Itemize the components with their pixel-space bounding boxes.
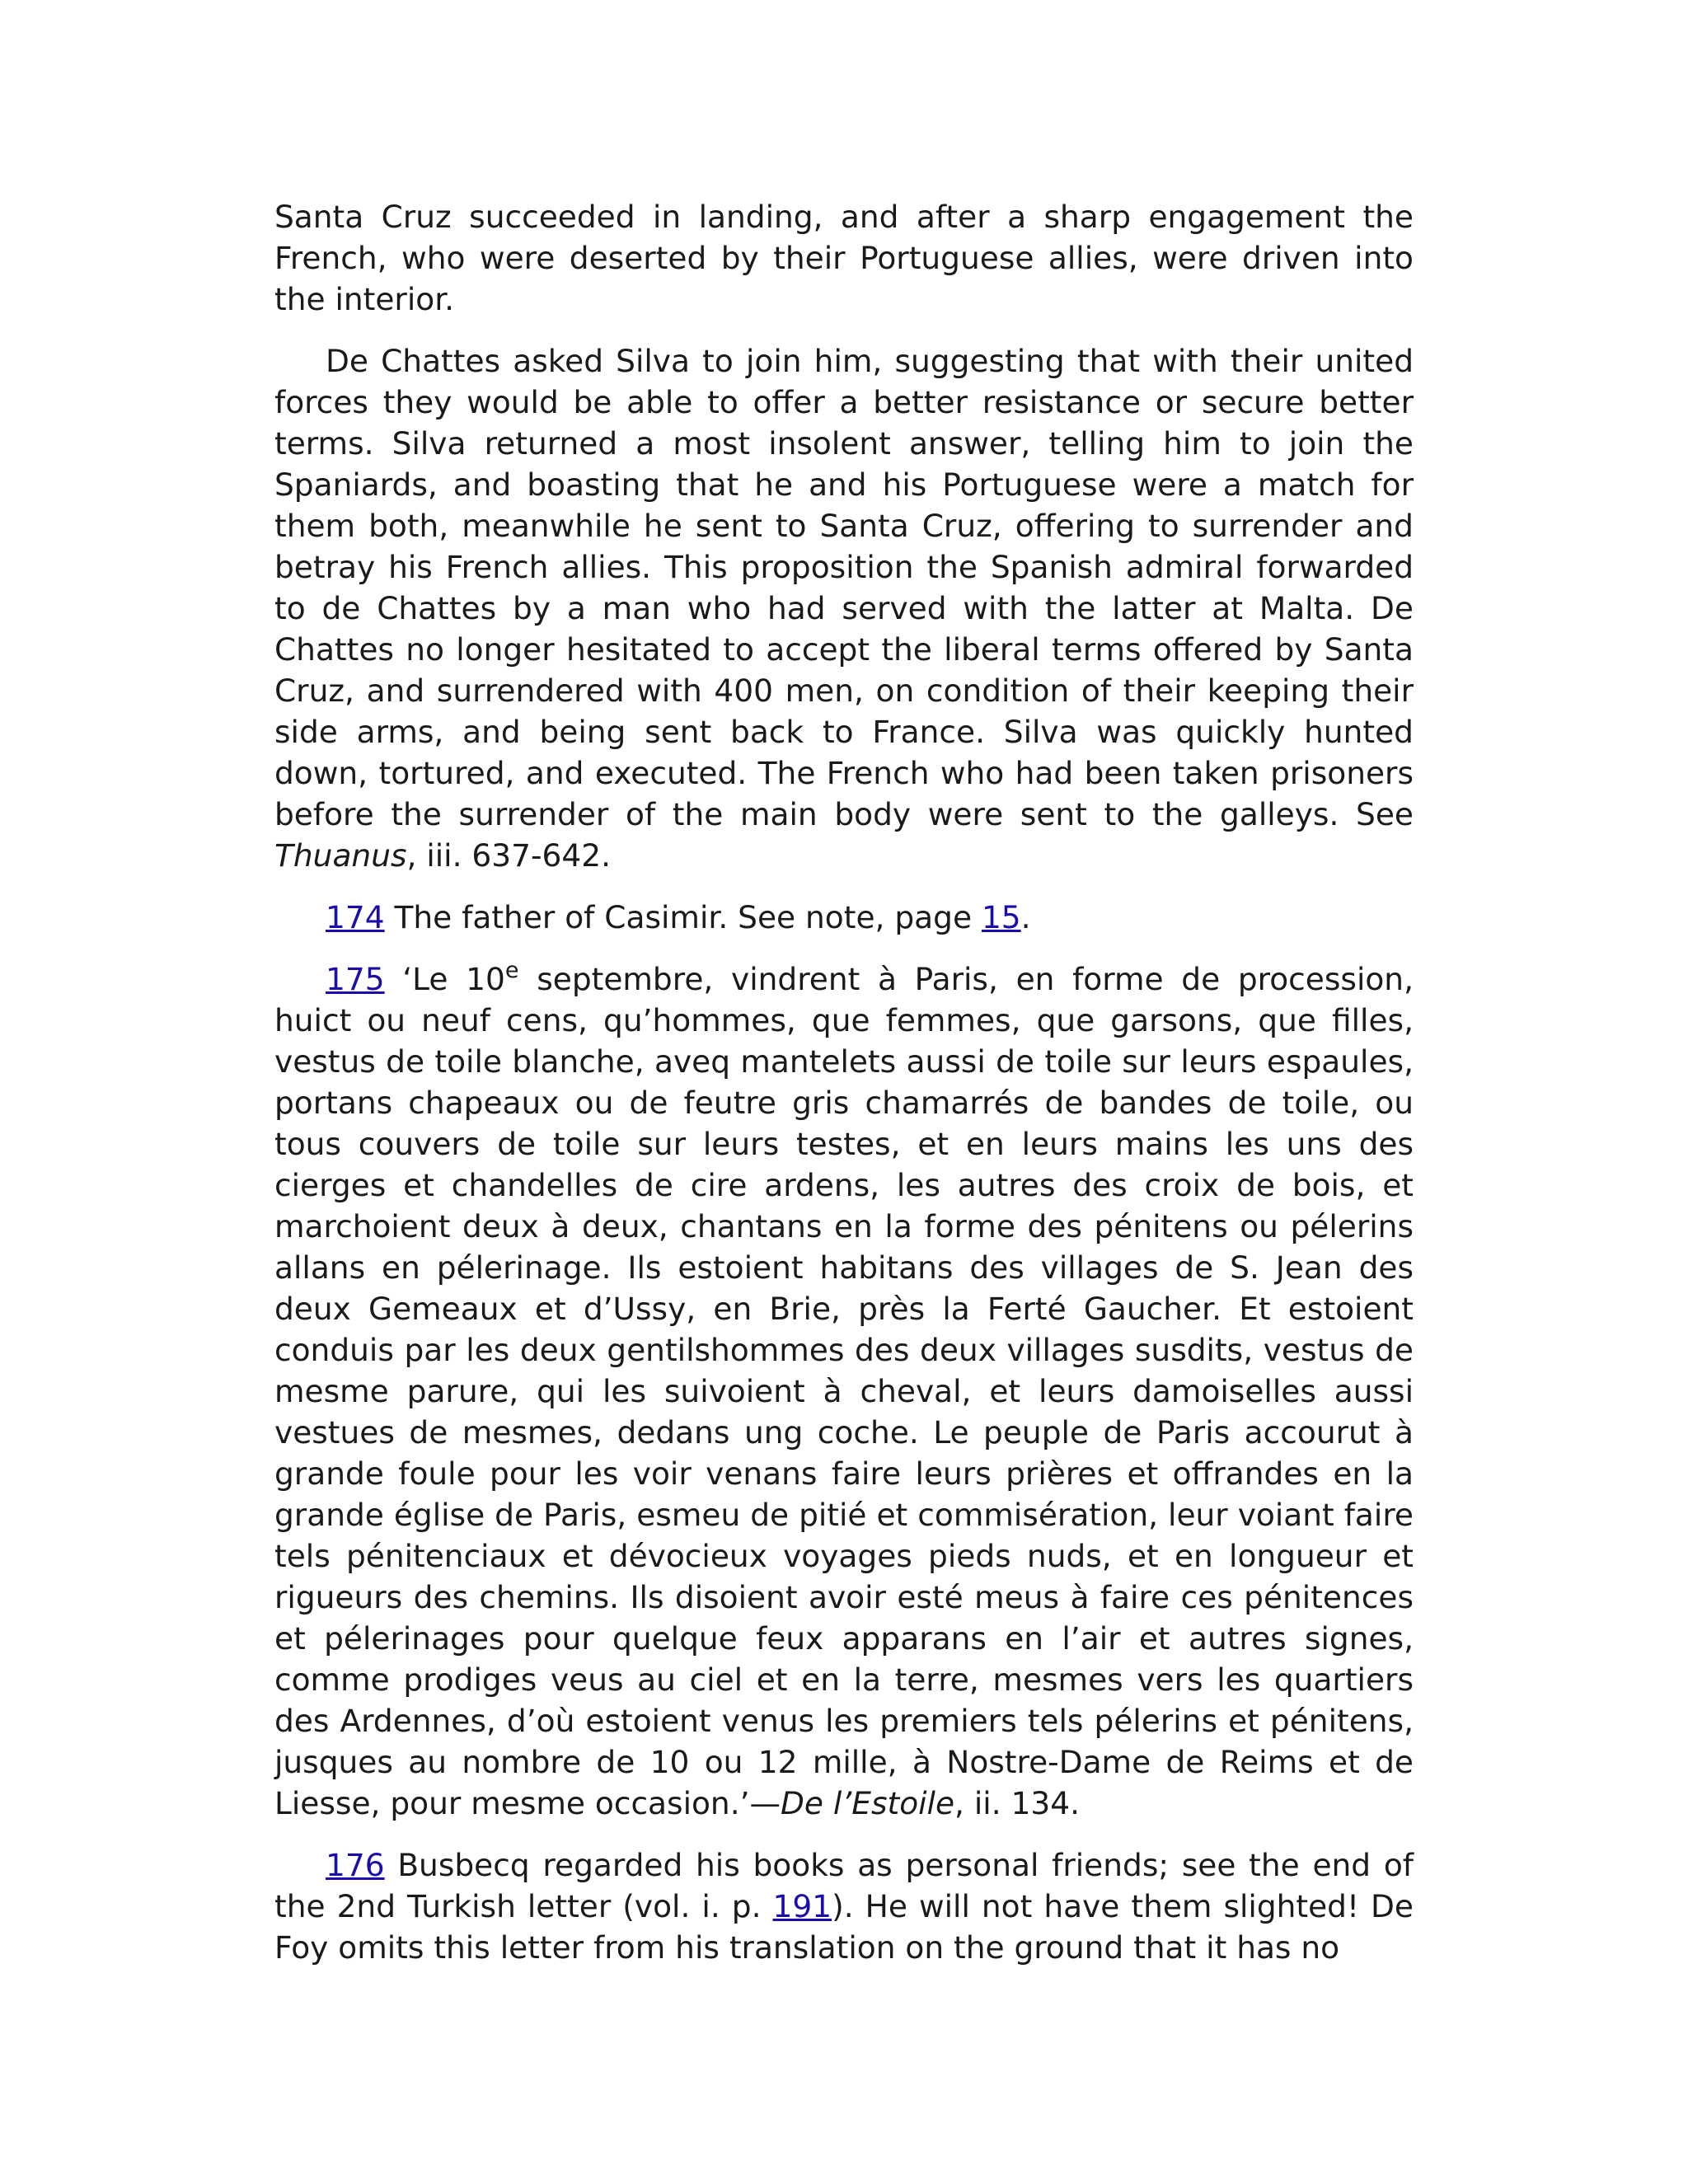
paragraph-santa-cruz-landing — [274, 196, 1414, 320]
footnote-end: . — [1020, 899, 1031, 935]
footnote-175-link[interactable]: 175 — [326, 961, 385, 997]
footnote-176-link[interactable]: 176 — [326, 1847, 385, 1883]
document-page — [274, 196, 1414, 1989]
paragraph-de-chattes — [274, 340, 1414, 876]
citation-title: De l’Estoile — [781, 1785, 955, 1821]
footnote-text: ‘Le 10 — [384, 961, 505, 997]
page-15-link[interactable]: 15 — [981, 899, 1021, 935]
footnote-176 — [274, 1844, 1414, 1968]
citation-title: Thuanus — [274, 837, 407, 874]
footnote-174-link[interactable]: 174 — [326, 899, 385, 935]
footnote-text: Busbecq regarded his books as personal friends; see the end of the 2nd Turkish letter (vol. i. p. — [274, 1847, 1414, 1924]
footnote-175 — [274, 958, 1414, 1824]
citation-reference: , iii. 637-642. — [406, 837, 612, 874]
citation-reference: , ii. 134. — [954, 1785, 1081, 1821]
footnote-text-quote: septembre, vindrent à Paris, en forme de procession, huict ou neuf cens, qu’hommes, que femmes, que garsons, que filles, vestus de toile blanche, aveq mantelets aussi de toile sur leurs espaules, portans chapeaux ou de feutre gris chamarrés de bandes de toile, ou tous couvers de toile sur leurs testes, et en leurs mains les uns des cierges et chandelles de cire ardens, les autres des croix de bois, et marchoient deux à deux, chantans en la forme des pénitens ou pélerins allans en pélerinage. Ils estoient habitans des villages de S. Jean des deux Gemeaux et d’Ussy, en Brie, près la Ferté Gaucher. Et estoient conduis par les deux gentilshommes des deux villages susdits, vestus de mesme parure, qui les suivoient à cheval, et leurs damoiselles aussi vestues de mesmes, dedans ung coche. Le peuple de Paris accourut à grande foule pour les voir venans faire leurs prières et offrandes en la grande église de Paris, esmeu de pitié et commisération, leur voiant faire tels pénitenciaux et dévocieux voyages pieds nuds, et en longueur et rigueurs des chemins. Ils disoient avoir esté meus à faire ces pénitences et pélerinages pour quelque feux apparans en l’air et autres signes, comme prodiges veus au ciel et en la terre, mesmes vers les quartiers des Ardennes, d’où estoient venus les premiers tels pélerins et pénitens, jusques au nombre de 10 ou 12 mille, à Nostre-Dame de Reims et de Liesse, pour mesme occasion.’— — [274, 961, 1414, 1821]
page-191-link[interactable]: 191 — [772, 1888, 832, 1924]
footnote-text: The father of Casimir. See note, page — [384, 899, 982, 935]
paragraph-text: De Chattes asked Silva to join him, suggesting that with their united forces they would be able to offer a better resistance or secure better terms. Silva returned a most insolent answer, telling him to join the Spaniards, and boasting that he and his Portuguese were a match for them both, meanwhile he sent to Santa Cruz, offering to surrender and betray his French allies. This proposition the Spanish admiral forwarded to de Chattes by a man who had served with the latter at Malta. De Chattes no longer hesitated to accept the liberal terms offered by Santa Cruz, and surrendered with 400 men, on condition of their keeping their side arms, and being sent back to France. Silva was quickly hunted down, tortured, and executed. The French who had been taken prisoners before the surrender of the main body were sent to the galleys. See — [274, 343, 1414, 832]
footnote-174 — [274, 897, 1414, 938]
superscript-e: e — [504, 958, 519, 984]
footnote-text-continued: ). He will not have them slighted! De Foy omits this letter from his translation on the ground that it has no — [274, 1888, 1414, 1966]
paragraph-text: Santa Cruz succeeded in landing, and after a sharp engagement the French, who were deserted by their Portuguese allies, were driven into the interior. — [274, 199, 1414, 317]
